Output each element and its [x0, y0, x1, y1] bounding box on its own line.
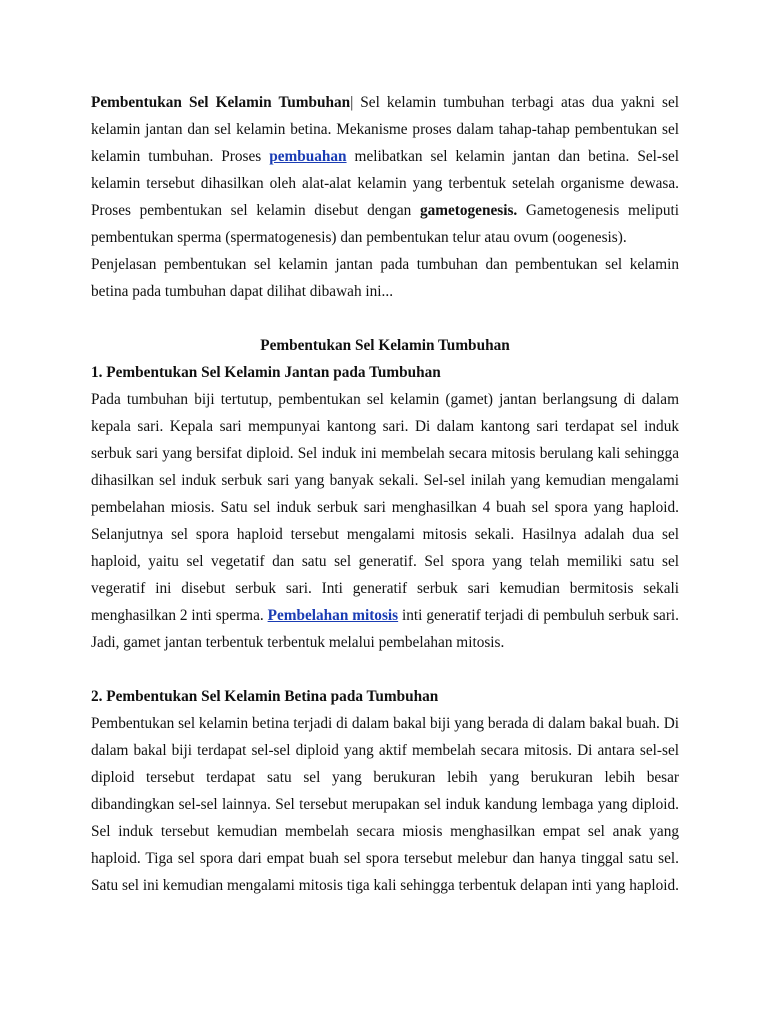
gametogenesis-term: gametogenesis. — [419, 202, 518, 219]
main-heading: Pembentukan Sel Kelamin Tumbuhan — [260, 337, 510, 354]
section-1-text-2: inti generatif terjadi di pembuluh serbuk sari. Jadi, gamet jantan terbentuk terbentuk melalui pembelahan mitosis. — [91, 607, 679, 651]
section-1-paragraph — [91, 386, 679, 656]
intro-text-3: Gametogenesis meliputi pembentukan sperma (spermatogenesis) dan pembentukan telur atau ovum (oogenesis). — [91, 202, 679, 246]
intro-text-2: melibatkan sel kelamin jantan dan betina. Sel-sel kelamin tersebut dihasilkan oleh alat-alat kelamin yang terbentuk setelah organisme dewasa. Proses pembentukan sel kelamin disebut dengan — [91, 148, 679, 219]
section-2-paragraph: Pembentukan sel kelamin betina terjadi di dalam bakal biji yang berada di dalam bakal buah. Di dalam bakal biji terdapat sel-sel diploid yang aktif membelah secara mitosis. Di antara sel-sel diploid tersebut terdapat satu sel yang berukuran lebih yang berukuran lebih besar dibandingkan sel-sel lainnya. Sel tersebut merupakan sel induk kandung lembaga yang diploid. Sel induk tersebut kemudian membelah secara miosis menghasilkan empat sel anak yang haploid. Tiga sel spora dari empat buah sel spora tersebut melebur dan hanya tinggal satu sel. Satu sel ini kemudian mengalami mitosis tiga kali sehingga terbentuk delapan inti yang haploid. — [91, 715, 679, 894]
section-1-heading: 1. Pembentukan Sel Kelamin Jantan pada Tumbuhan — [91, 364, 441, 381]
section-2-heading: 2. Pembentukan Sel Kelamin Betina pada Tumbuhan — [91, 688, 439, 705]
pembelahan-mitosis-link[interactable]: Pembelahan mitosis — [267, 607, 399, 624]
intro-text-1: Sel kelamin tumbuhan terbagi atas dua yakni sel kelamin jantan dan sel kelamin betina. Mekanisme proses dalam tahap-tahap pembentukan sel kelamin tumbuhan. Proses — [91, 94, 679, 165]
section-1-text-1: Pada tumbuhan biji tertutup, pembentukan sel kelamin (gamet) jantan berlangsung di dalam kepala sari. Kepala sari mempunyai kantong sari. Di dalam kantong sari terdapat sel induk serbuk sari yang bersifat diploid. Sel induk ini membelah secara mitosis berulang kali sehingga dihasilkan sel induk serbuk sari yang banyak sekali. Sel-sel inilah yang kemudian mengalami pembelahan miosis. Satu sel induk serbuk sari menghasilkan 4 buah sel spora yang haploid. Selanjutnya sel spora haploid tersebut mengalami mitosis sekali. Hasilnya adalah dua sel haploid, yaitu sel vegetatif dan satu sel generatif. Sel spora yang telah memiliki satu sel vegeratif ini disebut serbuk sari. Inti generatif serbuk sari kemudian bermitosis sekali menghasilkan 2 inti sperma. — [91, 391, 679, 624]
paragraph-spacer — [91, 656, 679, 683]
text-cursor: | — [350, 94, 354, 111]
paragraph-spacer — [91, 305, 679, 332]
document-page — [91, 89, 679, 899]
intro-title: Pembentukan Sel Kelamin Tumbuhan — [91, 94, 351, 111]
intro-paragraph — [91, 89, 679, 305]
intro-text-4: Penjelasan pembentukan sel kelamin jantan pada tumbuhan dan pembentukan sel kelamin betina pada tumbuhan dapat dilihat dibawah ini... — [91, 256, 679, 300]
pembuahan-link[interactable]: pembuahan — [269, 148, 347, 165]
